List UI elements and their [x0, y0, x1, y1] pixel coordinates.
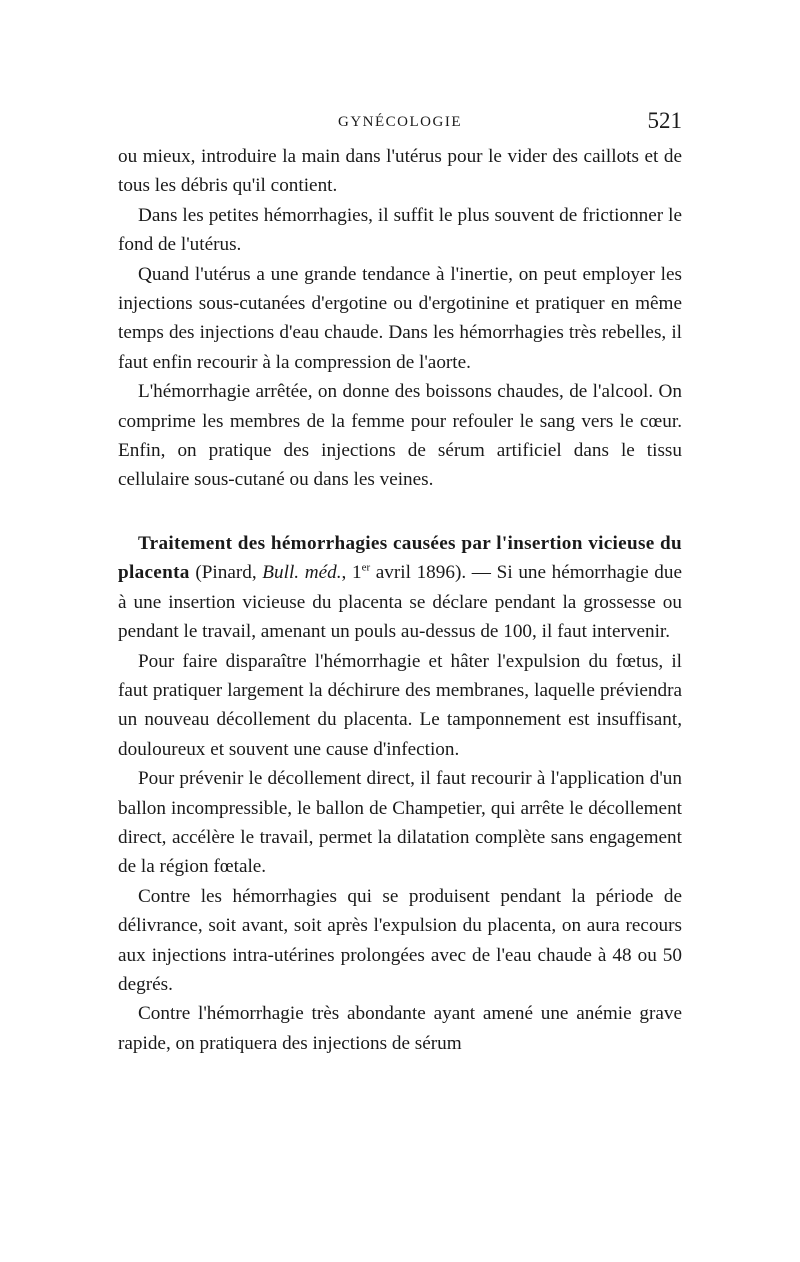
- paragraph: Quand l'utérus a une grande tendance à l'inertie, on peut employer les injections sous-cutanées d'ergotine ou d'ergotinine et pratiquer en même temps des injections d'eau chaude. Dans les hémorrhagies très rebelles, il faut enfin recourir à la compression de l'aorte.: [118, 263, 682, 373]
- section-body-2: [118, 529, 682, 1058]
- citation-open: (Pinard,: [189, 562, 263, 584]
- citation-superscript: er: [361, 561, 371, 574]
- paragraph: Dans les petites hémorrhagies, il suffit le plus souvent de frictionner le fond de l'utérus.: [118, 204, 682, 256]
- paragraph: Pour prévenir le décollement direct, il faut recourir à l'application d'un ballon incompressible, le ballon de Champetier, qui arrête le décollement direct, accélère le travail, permet la dilatation complète sans engagement de la région fœtale.: [118, 768, 682, 878]
- citation-close: avril 1896). —: [370, 562, 497, 584]
- citation-day: , 1: [341, 562, 362, 584]
- paragraph: Contre l'hémorrhagie très abondante ayant amené une anémie grave rapide, on pratiquera des injections de sérum: [118, 1003, 682, 1054]
- paragraph: L'hémorrhagie arrêtée, on donne des boissons chaudes, de l'alcool. On comprime les membres de la femme pour refouler le sang vers le cœur. Enfin, on pratique des injections de sérum artificiel dans le tissu cellulaire sous-cutané ou dans les veines.: [118, 381, 682, 491]
- section-intro-paragraph: [118, 529, 682, 647]
- paragraph: ou mieux, introduire la main dans l'utérus pour le vider des caillots et de tous les débris qu'il contient.: [118, 146, 682, 197]
- book-page: [118, 108, 682, 1058]
- paragraph: Contre les hémorrhagies qui se produisent pendant la période de délivrance, soit avant, soit après l'expulsion du placenta, on aura recours aux injections intra-utérines prolongées avec de l'eau chaude à 48 ou 50 degrés.: [118, 885, 682, 995]
- page-number: 521: [647, 108, 682, 133]
- paragraph: Pour faire disparaître l'hémorrhagie et hâter l'expulsion du fœtus, il faut pratiquer largement la déchirure des membranes, laquelle préviendra un nouveau décollement du placenta. Le tamponnement est insuffisant, douloureux et souvent une cause d'infection.: [118, 650, 682, 760]
- section-heading: Traitement des hémorrhagies causées par l'insertion vicieuse du placenta: [118, 532, 682, 584]
- section-body-1: [118, 142, 682, 495]
- citation-journal: Bull. méd.: [262, 562, 342, 584]
- running-head: GYNÉCOLOGIE: [338, 114, 462, 130]
- page-header: [118, 108, 682, 142]
- intro-text: Si une hémorrhagie due à une insertion vicieuse du placenta se déclare pendant la grossesse ou pendant le travail, amenant un pouls au-dessus de 100, il faut intervenir.: [118, 562, 682, 643]
